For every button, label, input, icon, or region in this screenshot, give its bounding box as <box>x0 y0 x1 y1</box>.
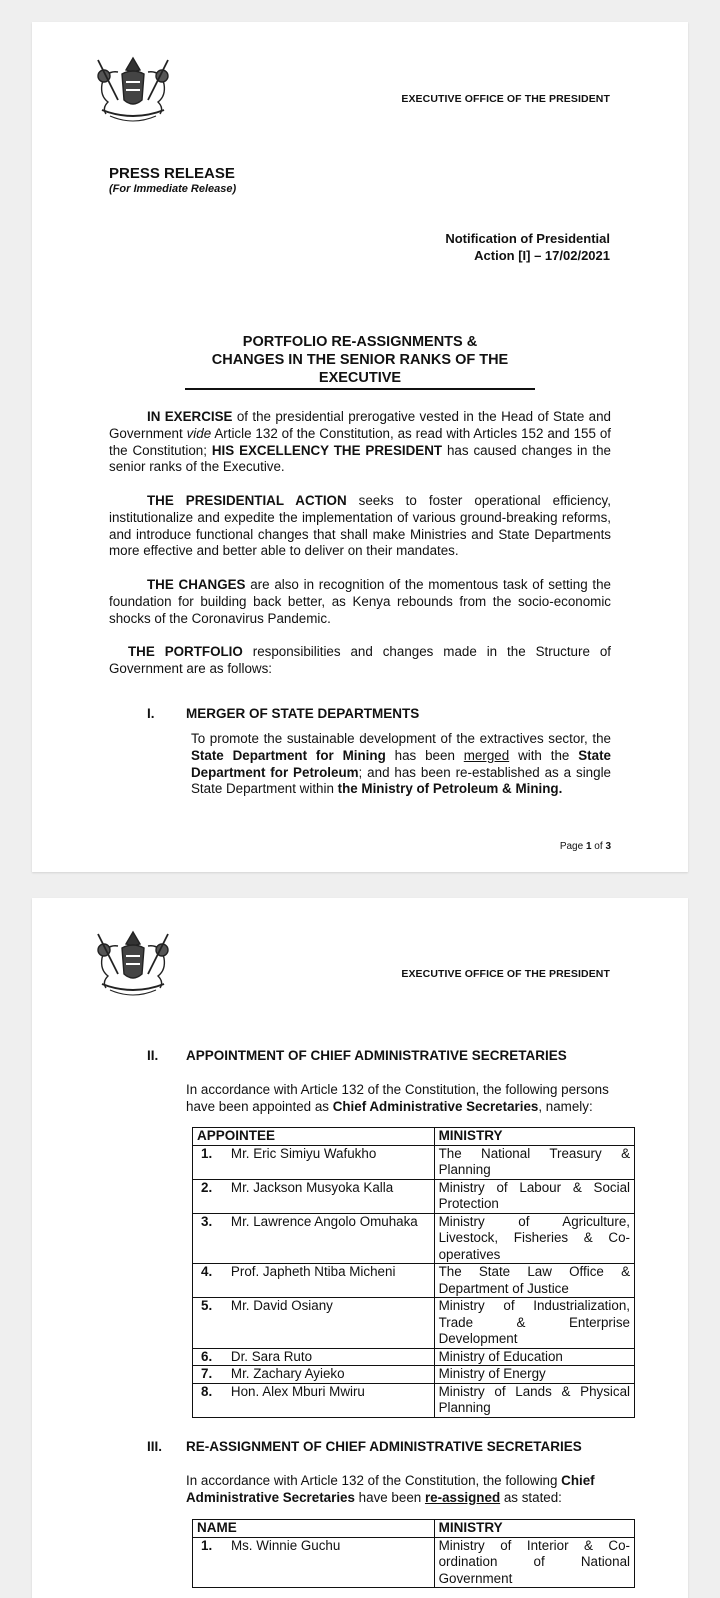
row-number: 8. <box>193 1383 227 1417</box>
row-name: Mr. Jackson Musyoka Kalla <box>227 1179 434 1213</box>
section-text: ; and has been re-established as a single State Department within <box>191 764 611 797</box>
section-text: with the <box>509 747 579 763</box>
page-total: 3 <box>605 841 611 852</box>
row-ministry: The State Law Office & Department of Justice <box>434 1264 634 1298</box>
table-row <box>193 1264 635 1298</box>
row-ministry: Ministry of Education <box>434 1348 634 1366</box>
paragraph-lead: IN EXERCISE <box>147 409 233 424</box>
notification-block <box>445 230 610 264</box>
paragraph-changes <box>109 577 611 627</box>
table-header-row <box>193 1128 635 1146</box>
row-number: 1. <box>193 1145 227 1179</box>
table-row <box>193 1348 635 1366</box>
page-label: Page <box>559 841 586 852</box>
section-bold: Chief Administrative Secretaries <box>186 1473 595 1505</box>
column-header-ministry: MINISTRY <box>434 1128 634 1146</box>
immediate-release-label: (For Immediate Release) <box>109 183 237 195</box>
reassigned-table <box>192 1519 635 1588</box>
section-body-reassignment <box>186 1473 626 1507</box>
section-bold: State Department for Petroleum <box>191 747 611 780</box>
row-name: Mr. Eric Simiyu Wafukho <box>227 1145 434 1179</box>
column-header-ministry: MINISTRY <box>434 1520 634 1538</box>
headline-line-2: CHANGES IN THE SENIOR RANKS OF THE <box>211 352 509 368</box>
row-name: Prof. Japheth Ntiba Micheni <box>227 1264 434 1298</box>
paragraph-text: has caused changes in the senior ranks of the Executive. <box>109 442 611 475</box>
section-bold: the Ministry of Petroleum & Mining. <box>337 781 563 797</box>
headline-line-3: EXECUTIVE <box>318 370 402 386</box>
table-row <box>193 1145 635 1179</box>
paragraph-text: Article 132 of the Constitution, as read with Articles 152 and 155 of the Constitution; <box>109 425 612 458</box>
paragraph-text: of the presidential prerogative vested in the Head of State and Government <box>109 409 611 441</box>
paragraph-portfolio <box>109 644 611 678</box>
section-number: I. <box>147 706 155 721</box>
table-row <box>193 1179 635 1213</box>
headline <box>32 333 688 387</box>
section-bold: State Department for Mining <box>191 747 386 763</box>
page-current: 1 <box>585 841 592 852</box>
section-bold-underline: re-assigned <box>424 1489 501 1505</box>
section-text: In accordance with Article 132 of the Constitution, the following persons have been appointed as <box>186 1082 609 1114</box>
paragraph-text: are also in recognition of the momentous task of setting the foundation for building back better, as Kenya rebounds from the socio-economic shocks of the Coronavirus Pandemic. <box>109 577 611 626</box>
paragraph-lead: THE CHANGES <box>147 577 246 592</box>
press-release-title: PRESS RELEASE <box>109 165 235 182</box>
section-text: have been <box>354 1489 425 1505</box>
paragraph-bold: HIS EXCELLENCY THE PRESIDENT <box>211 442 443 458</box>
row-ministry: Ministry of Interior & Co-ordination of National Government <box>434 1537 634 1588</box>
section-title: APPOINTMENT OF CHIEF ADMINISTRATIVE SECRETARIES <box>186 1048 567 1063</box>
section-body-merger <box>191 731 611 798</box>
row-number: 2. <box>193 1179 227 1213</box>
notification-line-1: Notification of Presidential <box>445 231 610 246</box>
row-ministry: The National Treasury & Planning <box>434 1145 634 1179</box>
section-text: To promote the sustainable development of the extractives sector, the <box>191 731 611 746</box>
table-row <box>193 1366 635 1384</box>
section-text: has been <box>385 747 464 763</box>
paragraph-italic: vide <box>186 425 212 441</box>
section-number: II. <box>147 1048 159 1063</box>
section-title: MERGER OF STATE DEPARTMENTS <box>186 706 420 721</box>
appointees-table <box>192 1127 635 1418</box>
paragraph-lead: THE PORTFOLIO <box>128 644 243 659</box>
table-row <box>193 1383 635 1417</box>
paragraph-exercise <box>109 409 611 476</box>
section-text: as stated: <box>500 1489 562 1505</box>
table-header-row <box>193 1520 635 1538</box>
table-row <box>193 1298 635 1349</box>
table-row <box>193 1213 635 1264</box>
paragraph-text: seeks to foster operational efficiency, institutionalize and expedite the implementation of various ground-breaking reforms, and introduce functional changes that shall make Ministries and State Departments more effective and better able to deliver on their mandates. <box>109 493 611 559</box>
row-name: Hon. Alex Mburi Mwiru <box>227 1383 434 1417</box>
section-text: In accordance with Article 132 of the Constitution, the following <box>186 1473 562 1488</box>
page-number <box>560 841 611 852</box>
row-ministry: Ministry of Agriculture, Livestock, Fisheries & Co-operatives <box>434 1213 634 1264</box>
row-name: Mr. David Osiany <box>227 1298 434 1349</box>
row-number: 1. <box>193 1537 227 1588</box>
row-name: Dr. Sara Ruto <box>227 1348 434 1366</box>
section-text: , namely: <box>538 1098 593 1114</box>
document-page-1 <box>32 22 688 872</box>
row-ministry: Ministry of Industrialization, Trade & Enterprise Development <box>434 1298 634 1349</box>
document-page-2 <box>32 898 688 1598</box>
row-ministry: Ministry of Energy <box>434 1366 634 1384</box>
page-of: of <box>591 841 606 852</box>
row-ministry: Ministry of Labour & Social Protection <box>434 1179 634 1213</box>
row-name: Ms. Winnie Guchu <box>227 1537 434 1588</box>
office-header: EXECUTIVE OFFICE OF THE PRESIDENT <box>401 93 610 105</box>
column-header-name: NAME <box>193 1520 435 1538</box>
row-number: 5. <box>193 1298 227 1349</box>
table-row <box>193 1537 635 1588</box>
notification-line-2: Action [I] – 17/02/2021 <box>474 248 610 263</box>
coat-of-arms-logo <box>88 50 178 130</box>
column-header-appointee: APPOINTEE <box>193 1128 435 1146</box>
office-header: EXECUTIVE OFFICE OF THE PRESIDENT <box>401 968 610 980</box>
paragraph-presidential-action <box>109 493 611 560</box>
paragraph-text: responsibilities and changes made in the Structure of Government are as follows: <box>109 644 611 676</box>
row-number: 6. <box>193 1348 227 1366</box>
section-body-appointment <box>186 1082 626 1116</box>
section-underline: merged <box>463 747 510 763</box>
coat-of-arms-logo <box>88 924 178 1004</box>
section-title: RE-ASSIGNMENT OF CHIEF ADMINISTRATIVE SECRETARIES <box>186 1439 582 1454</box>
row-number: 3. <box>193 1213 227 1264</box>
headline-underline <box>185 388 535 390</box>
row-name: Mr. Lawrence Angolo Omuhaka <box>227 1213 434 1264</box>
row-name: Mr. Zachary Ayieko <box>227 1366 434 1384</box>
section-bold: Chief Administrative Secretaries <box>332 1098 539 1114</box>
row-ministry: Ministry of Lands & Physical Planning <box>434 1383 634 1417</box>
paragraph-lead: THE PRESIDENTIAL ACTION <box>147 493 347 508</box>
headline-line-1: PORTFOLIO RE-ASSIGNMENTS & <box>242 334 478 350</box>
row-number: 4. <box>193 1264 227 1298</box>
row-number: 7. <box>193 1366 227 1384</box>
section-number: III. <box>147 1439 163 1454</box>
